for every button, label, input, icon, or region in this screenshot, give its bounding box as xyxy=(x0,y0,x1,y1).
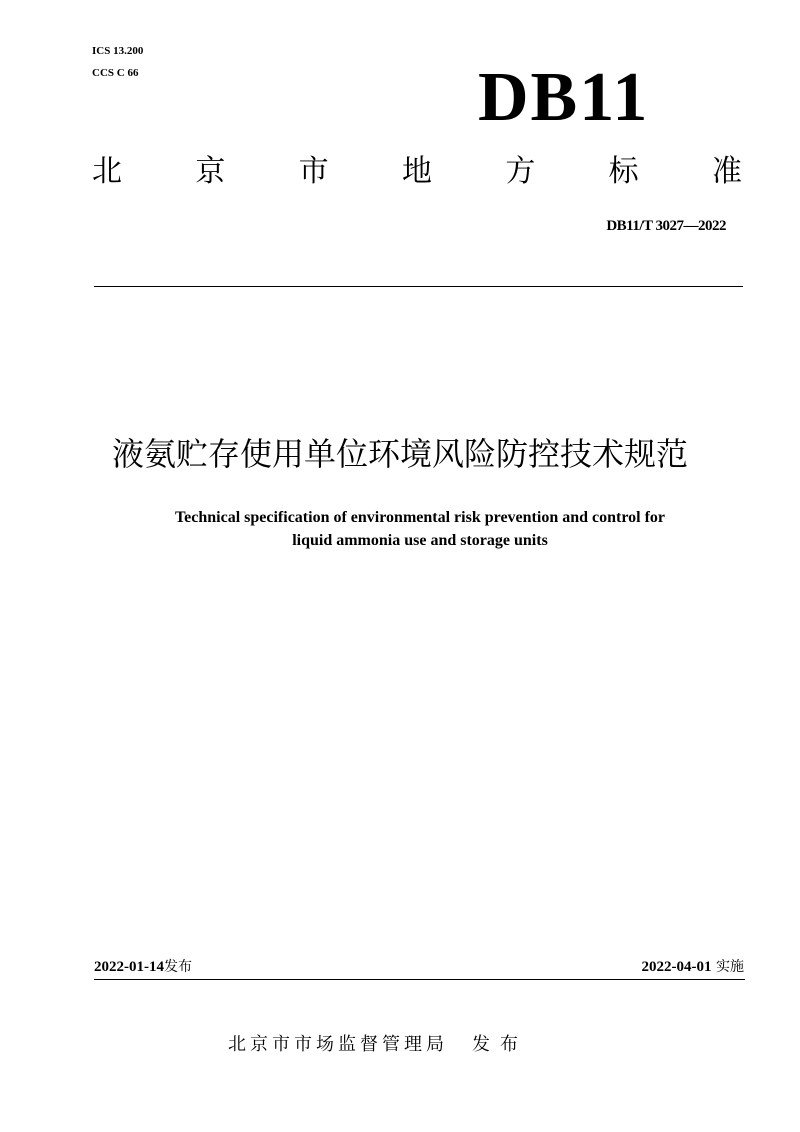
issue-date-block xyxy=(94,957,192,977)
top-divider xyxy=(94,286,743,287)
title-english xyxy=(80,506,760,552)
issue-label: 发布 xyxy=(164,959,192,975)
implementation-date: 2022-04-01 xyxy=(641,959,712,975)
standard-type-char: 北 xyxy=(92,154,122,189)
bottom-divider xyxy=(94,979,745,980)
ccs-code: CCS C 66 xyxy=(92,67,139,79)
standard-type-char: 京 xyxy=(195,154,226,189)
standard-type-char: 地 xyxy=(401,154,432,189)
standard-type xyxy=(92,152,742,192)
title-english-line-2: liquid ammonia use and storage units xyxy=(292,532,548,549)
db11-logo: DB11 xyxy=(478,59,650,136)
standard-type-char: 市 xyxy=(298,154,329,189)
implementation-date-block xyxy=(642,957,744,977)
title-chinese: 液氨贮存使用单位环境风险防控技术规范 xyxy=(111,435,688,473)
standard-type-char: 标 xyxy=(608,154,639,189)
publisher-label: 发布 xyxy=(472,1034,528,1055)
standard-type-char: 方 xyxy=(505,154,536,189)
implementation-label: 实施 xyxy=(716,959,744,975)
classification-codes xyxy=(92,40,143,84)
ics-code: ICS 13.200 xyxy=(92,45,144,57)
standard-type-char: 准 xyxy=(711,154,742,189)
title-english-line-1: Technical specification of environmental risk prevention and control for xyxy=(174,509,666,526)
publisher-line xyxy=(228,1032,528,1058)
standard-number: DB11/T 3027—2022 xyxy=(606,218,726,234)
publisher-name: 北京市市场监督管理局 xyxy=(228,1034,448,1055)
issue-date: 2022-01-14 xyxy=(94,959,164,975)
